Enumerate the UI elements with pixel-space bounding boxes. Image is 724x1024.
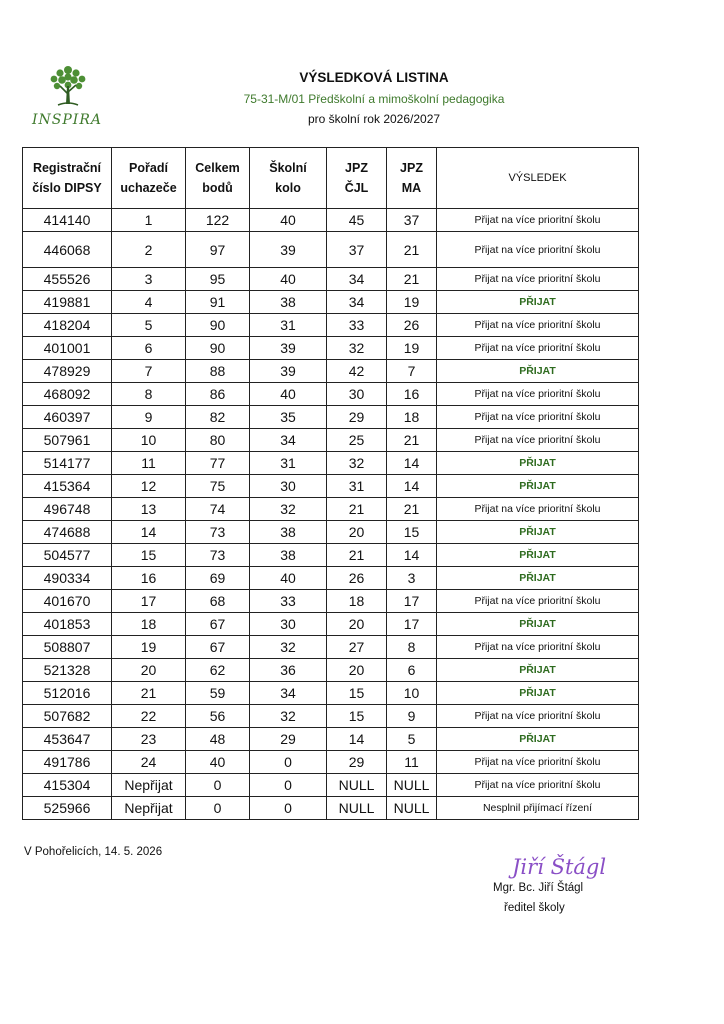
cell-jpz-cjl: 15 bbox=[327, 705, 387, 728]
table-row bbox=[23, 636, 639, 659]
cell-school-round: 40 bbox=[250, 268, 327, 291]
cell-result: PŘIJAT bbox=[437, 452, 639, 475]
cell-total-points: 90 bbox=[186, 314, 250, 337]
cell-applicant-rank: 8 bbox=[112, 383, 186, 406]
cell-jpz-ma: 9 bbox=[387, 705, 437, 728]
cell-registration-number: 419881 bbox=[23, 291, 112, 314]
table-row bbox=[23, 360, 639, 383]
cell-school-round: 0 bbox=[250, 797, 327, 820]
cell-applicant-rank: 17 bbox=[112, 590, 186, 613]
cell-registration-number: 401670 bbox=[23, 590, 112, 613]
cell-jpz-ma: 8 bbox=[387, 636, 437, 659]
cell-jpz-ma: 19 bbox=[387, 291, 437, 314]
cell-registration-number: 508807 bbox=[23, 636, 112, 659]
cell-school-round: 32 bbox=[250, 705, 327, 728]
cell-school-round: 0 bbox=[250, 751, 327, 774]
cell-result: PŘIJAT bbox=[437, 567, 639, 590]
cell-result: Přijat na více prioritní školu bbox=[437, 268, 639, 291]
cell-jpz-ma: 21 bbox=[387, 232, 437, 268]
cell-jpz-cjl: 20 bbox=[327, 659, 387, 682]
cell-result: PŘIJAT bbox=[437, 475, 639, 498]
cell-registration-number: 496748 bbox=[23, 498, 112, 521]
cell-jpz-cjl: 18 bbox=[327, 590, 387, 613]
column-header-text: číslo DIPSY bbox=[32, 181, 102, 195]
cell-result: Přijat na více prioritní školu bbox=[437, 705, 639, 728]
table-row bbox=[23, 544, 639, 567]
cell-registration-number: 453647 bbox=[23, 728, 112, 751]
cell-applicant-rank: Nepřijat bbox=[112, 774, 186, 797]
column-header-applicant-rank bbox=[112, 148, 186, 209]
cell-registration-number: 490334 bbox=[23, 567, 112, 590]
cell-jpz-cjl: 29 bbox=[327, 751, 387, 774]
cell-applicant-rank: 12 bbox=[112, 475, 186, 498]
inspira-logo bbox=[26, 64, 108, 134]
cell-total-points: 122 bbox=[186, 209, 250, 232]
signer-name: Mgr. Bc. Jiří Štágl bbox=[493, 882, 584, 894]
cell-applicant-rank: 13 bbox=[112, 498, 186, 521]
cell-jpz-ma: 21 bbox=[387, 498, 437, 521]
table-row bbox=[23, 406, 639, 429]
cell-school-round: 30 bbox=[250, 475, 327, 498]
cell-total-points: 74 bbox=[186, 498, 250, 521]
signature bbox=[506, 850, 626, 882]
cell-jpz-cjl: 21 bbox=[327, 498, 387, 521]
table-row bbox=[23, 567, 639, 590]
cell-school-round: 31 bbox=[250, 452, 327, 475]
cell-total-points: 59 bbox=[186, 682, 250, 705]
cell-total-points: 0 bbox=[186, 774, 250, 797]
column-header-text: Školní bbox=[269, 161, 307, 175]
cell-applicant-rank: 6 bbox=[112, 337, 186, 360]
cell-applicant-rank: 3 bbox=[112, 268, 186, 291]
cell-result: Přijat na více prioritní školu bbox=[437, 498, 639, 521]
cell-jpz-ma: 26 bbox=[387, 314, 437, 337]
cell-registration-number: 478929 bbox=[23, 360, 112, 383]
cell-applicant-rank: 2 bbox=[112, 232, 186, 268]
cell-total-points: 62 bbox=[186, 659, 250, 682]
cell-result: Přijat na více prioritní školu bbox=[437, 314, 639, 337]
cell-total-points: 40 bbox=[186, 751, 250, 774]
column-header-text: Pořadí bbox=[129, 161, 168, 175]
cell-applicant-rank: Nepřijat bbox=[112, 797, 186, 820]
cell-school-round: 34 bbox=[250, 429, 327, 452]
cell-result: Přijat na více prioritní školu bbox=[437, 590, 639, 613]
cell-jpz-ma: 21 bbox=[387, 268, 437, 291]
cell-applicant-rank: 9 bbox=[112, 406, 186, 429]
cell-jpz-cjl: 26 bbox=[327, 567, 387, 590]
cell-jpz-ma: 37 bbox=[387, 209, 437, 232]
results-table bbox=[22, 147, 639, 820]
table-row bbox=[23, 452, 639, 475]
column-header-text: Celkem bbox=[195, 161, 240, 175]
cell-registration-number: 504577 bbox=[23, 544, 112, 567]
cell-school-round: 36 bbox=[250, 659, 327, 682]
cell-applicant-rank: 23 bbox=[112, 728, 186, 751]
cell-total-points: 77 bbox=[186, 452, 250, 475]
table-row bbox=[23, 590, 639, 613]
cell-result: PŘIJAT bbox=[437, 291, 639, 314]
table-row bbox=[23, 383, 639, 406]
cell-jpz-cjl: 27 bbox=[327, 636, 387, 659]
cell-school-round: 38 bbox=[250, 544, 327, 567]
cell-jpz-cjl: 42 bbox=[327, 360, 387, 383]
signer-role: ředitel školy bbox=[504, 902, 565, 914]
column-header-jpz-cjl bbox=[327, 148, 387, 209]
cell-total-points: 95 bbox=[186, 268, 250, 291]
cell-jpz-ma: 14 bbox=[387, 544, 437, 567]
cell-applicant-rank: 24 bbox=[112, 751, 186, 774]
cell-registration-number: 491786 bbox=[23, 751, 112, 774]
logo-wordmark: INSPIRA bbox=[32, 112, 102, 128]
cell-jpz-cjl: 45 bbox=[327, 209, 387, 232]
cell-result: Přijat na více prioritní školu bbox=[437, 774, 639, 797]
cell-total-points: 90 bbox=[186, 337, 250, 360]
cell-jpz-ma: 21 bbox=[387, 429, 437, 452]
cell-jpz-ma: NULL bbox=[387, 797, 437, 820]
cell-applicant-rank: 20 bbox=[112, 659, 186, 682]
cell-jpz-ma: 3 bbox=[387, 567, 437, 590]
cell-registration-number: 446068 bbox=[23, 232, 112, 268]
cell-jpz-ma: 7 bbox=[387, 360, 437, 383]
cell-total-points: 67 bbox=[186, 636, 250, 659]
column-header-total-points bbox=[186, 148, 250, 209]
cell-total-points: 82 bbox=[186, 406, 250, 429]
cell-jpz-cjl: 20 bbox=[327, 521, 387, 544]
cell-school-round: 33 bbox=[250, 590, 327, 613]
cell-result: Přijat na více prioritní školu bbox=[437, 406, 639, 429]
cell-jpz-cjl: 14 bbox=[327, 728, 387, 751]
cell-jpz-cjl: 15 bbox=[327, 682, 387, 705]
cell-result: Přijat na více prioritní školu bbox=[437, 751, 639, 774]
cell-applicant-rank: 1 bbox=[112, 209, 186, 232]
column-header-text: kolo bbox=[275, 181, 301, 195]
cell-result: PŘIJAT bbox=[437, 360, 639, 383]
cell-total-points: 68 bbox=[186, 590, 250, 613]
cell-applicant-rank: 4 bbox=[112, 291, 186, 314]
table-row bbox=[23, 705, 639, 728]
cell-school-round: 39 bbox=[250, 337, 327, 360]
column-header-school-round bbox=[250, 148, 327, 209]
cell-applicant-rank: 15 bbox=[112, 544, 186, 567]
table-row bbox=[23, 774, 639, 797]
table-row bbox=[23, 291, 639, 314]
cell-result: Přijat na více prioritní školu bbox=[437, 232, 639, 268]
cell-applicant-rank: 14 bbox=[112, 521, 186, 544]
cell-registration-number: 474688 bbox=[23, 521, 112, 544]
cell-jpz-ma: 17 bbox=[387, 590, 437, 613]
table-row bbox=[23, 659, 639, 682]
table-row bbox=[23, 268, 639, 291]
cell-registration-number: 514177 bbox=[23, 452, 112, 475]
cell-school-round: 40 bbox=[250, 567, 327, 590]
svg-text:Jiří Štágl: Jiří Štágl bbox=[512, 855, 607, 879]
cell-jpz-ma: 18 bbox=[387, 406, 437, 429]
cell-jpz-ma: 14 bbox=[387, 475, 437, 498]
cell-jpz-cjl: 25 bbox=[327, 429, 387, 452]
table-row bbox=[23, 475, 639, 498]
cell-registration-number: 455526 bbox=[23, 268, 112, 291]
program-subtitle: 75-31-M/01 Předškolní a mimoškolní pedagogika bbox=[243, 92, 505, 106]
cell-school-round: 32 bbox=[250, 498, 327, 521]
cell-registration-number: 414140 bbox=[23, 209, 112, 232]
table-header-row bbox=[23, 148, 639, 209]
cell-jpz-cjl: 21 bbox=[327, 544, 387, 567]
cell-applicant-rank: 5 bbox=[112, 314, 186, 337]
school-year: pro školní rok 2026/2027 bbox=[307, 112, 441, 126]
column-header-text: VÝSLEDEK bbox=[508, 172, 567, 184]
cell-school-round: 40 bbox=[250, 383, 327, 406]
cell-jpz-cjl: 30 bbox=[327, 383, 387, 406]
cell-jpz-ma: 15 bbox=[387, 521, 437, 544]
cell-registration-number: 512016 bbox=[23, 682, 112, 705]
cell-school-round: 29 bbox=[250, 728, 327, 751]
cell-school-round: 30 bbox=[250, 613, 327, 636]
cell-school-round: 38 bbox=[250, 291, 327, 314]
column-header-text: ČJL bbox=[344, 181, 369, 195]
table-row bbox=[23, 682, 639, 705]
cell-result: Přijat na více prioritní školu bbox=[437, 429, 639, 452]
cell-result: PŘIJAT bbox=[437, 544, 639, 567]
cell-jpz-ma: 5 bbox=[387, 728, 437, 751]
cell-applicant-rank: 11 bbox=[112, 452, 186, 475]
cell-applicant-rank: 7 bbox=[112, 360, 186, 383]
table-row bbox=[23, 613, 639, 636]
column-header-text: JPZ bbox=[345, 161, 368, 175]
cell-school-round: 40 bbox=[250, 209, 327, 232]
table-row bbox=[23, 314, 639, 337]
column-header-text: bodů bbox=[202, 181, 233, 195]
cell-registration-number: 507961 bbox=[23, 429, 112, 452]
column-header-text: JPZ bbox=[400, 161, 423, 175]
place-and-date: V Pohořelicích, 14. 5. 2026 bbox=[24, 846, 163, 858]
cell-jpz-cjl: 33 bbox=[327, 314, 387, 337]
cell-result: Přijat na více prioritní školu bbox=[437, 636, 639, 659]
cell-jpz-cjl: 29 bbox=[327, 406, 387, 429]
cell-jpz-cjl: 20 bbox=[327, 613, 387, 636]
cell-school-round: 31 bbox=[250, 314, 327, 337]
tree-icon bbox=[48, 64, 88, 108]
table-row bbox=[23, 232, 639, 268]
cell-jpz-ma: 11 bbox=[387, 751, 437, 774]
cell-result: Přijat na více prioritní školu bbox=[437, 383, 639, 406]
column-header-jpz-ma bbox=[387, 148, 437, 209]
cell-registration-number: 507682 bbox=[23, 705, 112, 728]
cell-registration-number: 415304 bbox=[23, 774, 112, 797]
column-header-text: MA bbox=[401, 181, 422, 195]
cell-total-points: 75 bbox=[186, 475, 250, 498]
cell-jpz-cjl: 37 bbox=[327, 232, 387, 268]
cell-result: PŘIJAT bbox=[437, 659, 639, 682]
cell-total-points: 97 bbox=[186, 232, 250, 268]
cell-jpz-ma: 14 bbox=[387, 452, 437, 475]
cell-school-round: 35 bbox=[250, 406, 327, 429]
cell-applicant-rank: 16 bbox=[112, 567, 186, 590]
cell-total-points: 69 bbox=[186, 567, 250, 590]
cell-total-points: 88 bbox=[186, 360, 250, 383]
cell-result: PŘIJAT bbox=[437, 521, 639, 544]
cell-registration-number: 460397 bbox=[23, 406, 112, 429]
cell-applicant-rank: 22 bbox=[112, 705, 186, 728]
cell-school-round: 32 bbox=[250, 636, 327, 659]
table-row bbox=[23, 429, 639, 452]
cell-result: Nesplnil přijímací řízení bbox=[437, 797, 639, 820]
cell-jpz-ma: 16 bbox=[387, 383, 437, 406]
cell-jpz-cjl: 32 bbox=[327, 452, 387, 475]
cell-jpz-cjl: 31 bbox=[327, 475, 387, 498]
cell-total-points: 48 bbox=[186, 728, 250, 751]
cell-registration-number: 415364 bbox=[23, 475, 112, 498]
cell-jpz-ma: 6 bbox=[387, 659, 437, 682]
cell-jpz-cjl: 34 bbox=[327, 268, 387, 291]
cell-jpz-ma: 10 bbox=[387, 682, 437, 705]
cell-result: Přijat na více prioritní školu bbox=[437, 209, 639, 232]
cell-applicant-rank: 21 bbox=[112, 682, 186, 705]
cell-jpz-ma: 17 bbox=[387, 613, 437, 636]
cell-jpz-cjl: NULL bbox=[327, 797, 387, 820]
cell-registration-number: 418204 bbox=[23, 314, 112, 337]
cell-total-points: 91 bbox=[186, 291, 250, 314]
cell-registration-number: 525966 bbox=[23, 797, 112, 820]
cell-total-points: 0 bbox=[186, 797, 250, 820]
cell-registration-number: 401853 bbox=[23, 613, 112, 636]
cell-result: PŘIJAT bbox=[437, 682, 639, 705]
table-row bbox=[23, 728, 639, 751]
cell-registration-number: 521328 bbox=[23, 659, 112, 682]
cell-total-points: 67 bbox=[186, 613, 250, 636]
page-title: VÝSLEDKOVÁ LISTINA bbox=[299, 70, 449, 85]
table-row bbox=[23, 751, 639, 774]
table-row bbox=[23, 521, 639, 544]
cell-total-points: 86 bbox=[186, 383, 250, 406]
cell-total-points: 56 bbox=[186, 705, 250, 728]
table-row bbox=[23, 498, 639, 521]
cell-jpz-ma: NULL bbox=[387, 774, 437, 797]
cell-jpz-cjl: NULL bbox=[327, 774, 387, 797]
cell-applicant-rank: 10 bbox=[112, 429, 186, 452]
column-header-result bbox=[437, 148, 639, 209]
cell-result: PŘIJAT bbox=[437, 613, 639, 636]
cell-applicant-rank: 19 bbox=[112, 636, 186, 659]
column-header-registration-number bbox=[23, 148, 112, 209]
cell-applicant-rank: 18 bbox=[112, 613, 186, 636]
column-header-text: uchazeče bbox=[120, 181, 177, 195]
cell-registration-number: 401001 bbox=[23, 337, 112, 360]
cell-jpz-cjl: 34 bbox=[327, 291, 387, 314]
cell-school-round: 39 bbox=[250, 360, 327, 383]
table-row bbox=[23, 797, 639, 820]
cell-school-round: 38 bbox=[250, 521, 327, 544]
cell-total-points: 80 bbox=[186, 429, 250, 452]
cell-result: Přijat na více prioritní školu bbox=[437, 337, 639, 360]
cell-total-points: 73 bbox=[186, 544, 250, 567]
cell-total-points: 73 bbox=[186, 521, 250, 544]
column-header-text: Registrační bbox=[32, 161, 102, 175]
cell-jpz-ma: 19 bbox=[387, 337, 437, 360]
cell-registration-number: 468092 bbox=[23, 383, 112, 406]
cell-school-round: 0 bbox=[250, 774, 327, 797]
cell-jpz-cjl: 32 bbox=[327, 337, 387, 360]
cell-school-round: 39 bbox=[250, 232, 327, 268]
cell-result: PŘIJAT bbox=[437, 728, 639, 751]
cell-school-round: 34 bbox=[250, 682, 327, 705]
table-row bbox=[23, 337, 639, 360]
table-row bbox=[23, 209, 639, 232]
